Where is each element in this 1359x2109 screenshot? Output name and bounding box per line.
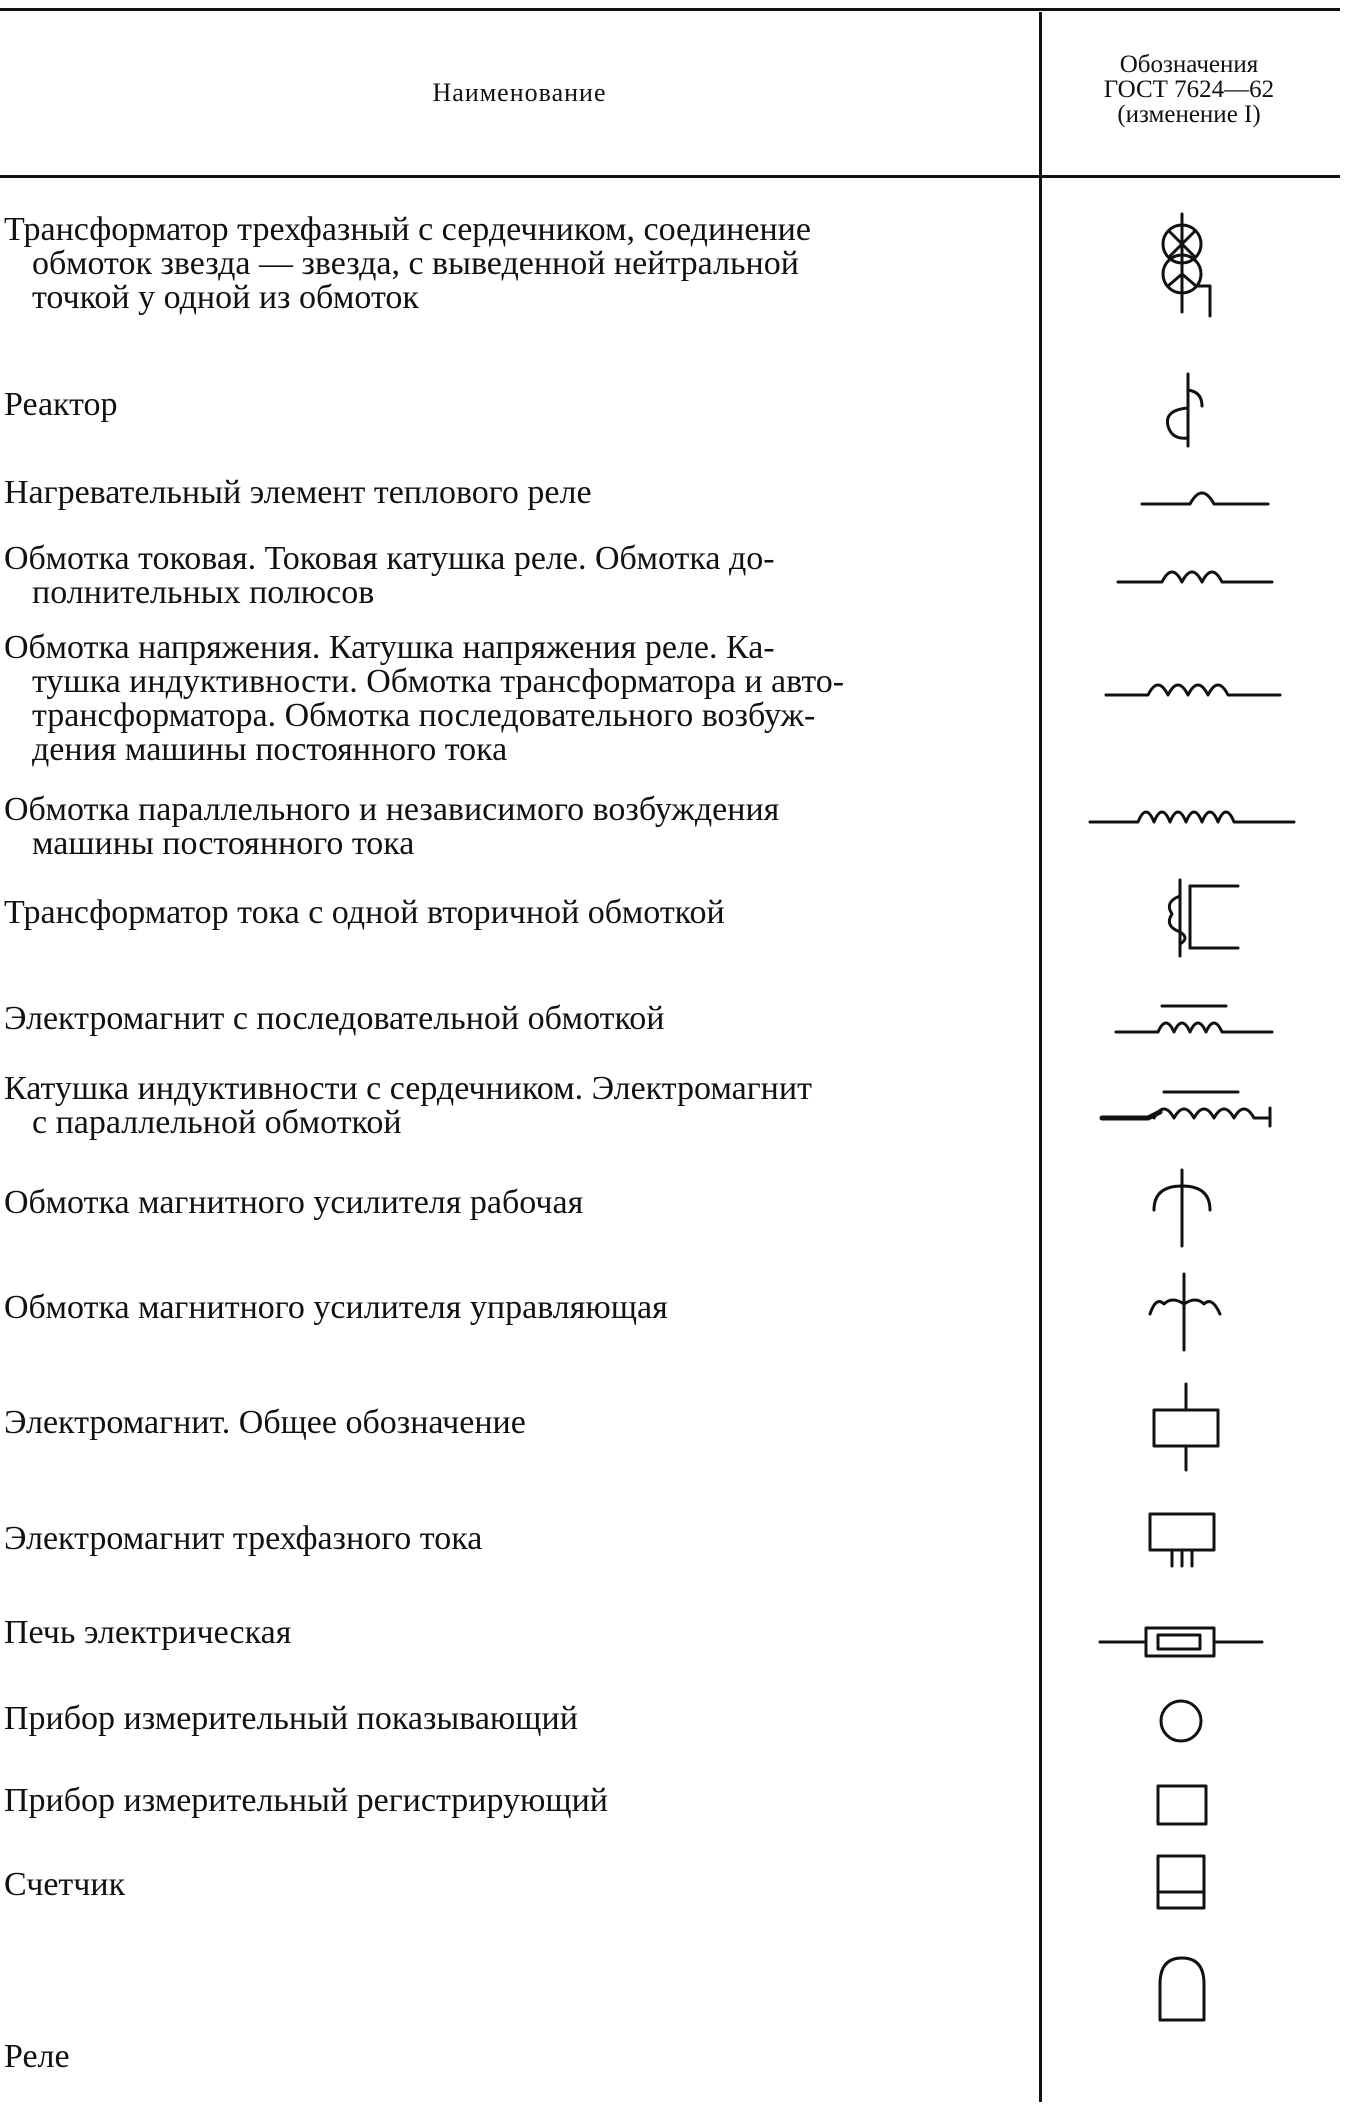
row-text-line: Реактор bbox=[4, 386, 118, 423]
mag-amp-control-winding-icon bbox=[1144, 1272, 1224, 1352]
heating-element-icon bbox=[1140, 482, 1270, 512]
table-row bbox=[4, 542, 1024, 610]
row-text-line: точкой у одной из обмоток bbox=[32, 279, 419, 316]
row-text-line: Электромагнит с последовательной обмоткой bbox=[4, 1000, 665, 1037]
row-text-line: обмоток звезда — звезда, с выведенной нейтральной bbox=[32, 245, 799, 282]
table-row bbox=[4, 1702, 1024, 1736]
reactor-icon bbox=[1160, 372, 1220, 450]
table-row bbox=[4, 631, 1024, 767]
row-text-line: Обмотка магнитного усилителя управляющая bbox=[4, 1289, 668, 1326]
indicating-instrument-icon bbox=[1156, 1696, 1206, 1746]
table-row bbox=[4, 213, 1024, 315]
column-header-name: Наименование bbox=[432, 78, 607, 107]
row-text-line: Обмотка напряжения. Катушка напряжения реле. Ка- bbox=[4, 629, 775, 666]
row-text-line: трансформатора. Обмотка последовательного возбуж- bbox=[32, 697, 816, 734]
row-text-line: Счетчик bbox=[4, 1866, 126, 1903]
row-text-line: Электромагнит. Общее обозначение bbox=[4, 1404, 526, 1441]
three-phase-electromagnet-icon bbox=[1144, 1510, 1224, 1570]
row-text-line: Печь электрическая bbox=[4, 1614, 292, 1651]
table-row bbox=[4, 1291, 1024, 1325]
electromagnet-icon bbox=[1148, 1382, 1224, 1472]
current-winding-icon bbox=[1116, 560, 1276, 590]
row-text-line: Электромагнит трехфазного тока bbox=[4, 1520, 483, 1557]
table-row bbox=[4, 1522, 1024, 1556]
table-row bbox=[4, 476, 1024, 510]
table-row bbox=[4, 896, 1024, 930]
column-header-symbol bbox=[1044, 52, 1334, 127]
table-row bbox=[4, 388, 1024, 422]
top-rule bbox=[0, 8, 1340, 11]
row-text-line: Трансформатор трехфазный с сердечником, соединение bbox=[4, 211, 811, 248]
mag-amp-working-winding-icon bbox=[1148, 1168, 1218, 1248]
row-text-line: Обмотка магнитного усилителя рабочая bbox=[4, 1184, 584, 1221]
header-rule bbox=[0, 175, 1340, 178]
meter-icon bbox=[1154, 1852, 1210, 1912]
row-text-line: тушка индуктивности. Обмотка трансформатора и авто- bbox=[32, 663, 845, 700]
three-phase-transformer-icon bbox=[1140, 212, 1250, 330]
table-row bbox=[4, 793, 1024, 861]
voltage-winding-icon bbox=[1104, 673, 1284, 703]
header-line: Обозначения bbox=[1119, 51, 1259, 78]
table-row bbox=[4, 1406, 1024, 1440]
header-line: (изменение I) bbox=[1117, 101, 1261, 128]
cored-inductor-icon bbox=[1098, 1084, 1278, 1128]
row-text-line: Обмотка параллельного и независимого возбуждения bbox=[4, 791, 780, 828]
column-divider bbox=[1039, 12, 1042, 2102]
row-text-line: Прибор измерительный показывающий bbox=[4, 1700, 578, 1737]
row-text-line: с параллельной обмоткой bbox=[32, 1104, 402, 1141]
row-text-line: полнительных полюсов bbox=[32, 574, 375, 611]
row-text-line: Реле bbox=[4, 2038, 70, 2075]
table-row bbox=[4, 2040, 1024, 2074]
row-text-line: Обмотка токовая. Токовая катушка реле. Обмотка до- bbox=[4, 540, 775, 577]
electric-furnace-icon bbox=[1096, 1622, 1266, 1662]
table-row bbox=[4, 1186, 1024, 1220]
row-text-line: дения машины постоянного тока bbox=[32, 731, 508, 768]
parallel-excitation-winding-icon bbox=[1088, 800, 1298, 830]
table-row bbox=[4, 1002, 1024, 1036]
table-row bbox=[4, 1616, 1024, 1650]
table-row bbox=[4, 1072, 1024, 1140]
row-text-line: Катушка индуктивности с сердечником. Электромагнит bbox=[4, 1070, 812, 1107]
current-transformer-icon bbox=[1160, 876, 1240, 960]
header-line: ГОСТ 7624—62 bbox=[1103, 76, 1275, 103]
row-text-line: машины постоянного тока bbox=[32, 825, 415, 862]
table-row bbox=[4, 1868, 1024, 1902]
row-text-line: Нагревательный элемент теплового реле bbox=[4, 474, 592, 511]
table-row bbox=[4, 1784, 1024, 1818]
recording-instrument-icon bbox=[1154, 1780, 1210, 1830]
arch-symbol-icon bbox=[1154, 1954, 1210, 2024]
row-text-line: Трансформатор тока с одной вторичной обмоткой bbox=[4, 894, 725, 931]
series-electromagnet-icon bbox=[1114, 1000, 1274, 1040]
row-text-line: Прибор измерительный регистрирующий bbox=[4, 1782, 608, 1819]
